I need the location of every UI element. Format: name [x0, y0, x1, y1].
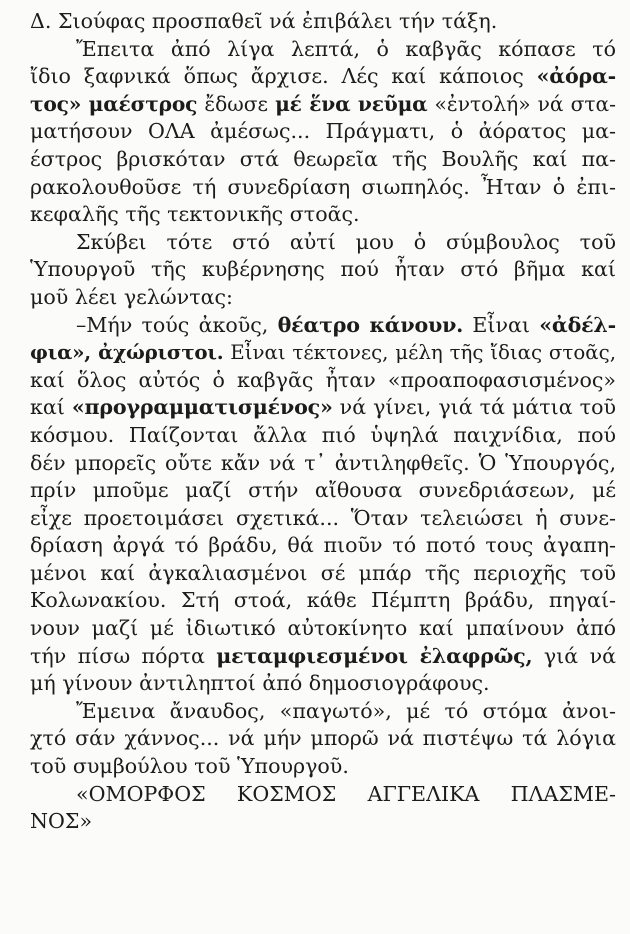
- text-line: [30, 532, 616, 560]
- text-segment: νουν μαζί μέ ἰδιωτικό αὐτοκίνητο καί μπαίνουν ἀπό: [30, 616, 616, 641]
- text-segment: μένοι καί ἀγκαλιασμένοι σέ μπάρ τῆς περιοχῆς τοῦ: [30, 560, 616, 585]
- text-segment: «ἐντολή» νά στα-: [427, 91, 616, 116]
- text-segment: ρακολουθοῦσε τή συνεδρίαση σιωπηλός. Ἦταν ὁ ἐπι-: [30, 174, 616, 199]
- bold-text-segment: τος» μαέστρος: [30, 91, 198, 116]
- bold-text-segment: μεταμφιεσμένοι ἐλαφρῶς,: [216, 643, 533, 668]
- text-segment: χτό σάν χάννος... νά μήν μπορῶ νά πιστέψω τά λόγια: [30, 726, 616, 751]
- text-line: [30, 477, 616, 505]
- text-line: [30, 36, 616, 64]
- text-segment: ἔδωσε: [197, 91, 276, 116]
- text-line: [30, 781, 616, 809]
- text-segment: δέν μπορεῖς οὔτε κἄν νά τ᾽ ἀντιληφθεῖς. Ὁ Ὑπουργός,: [30, 450, 616, 475]
- text-segment: Δ. Σιούφας προσπαθεῖ νά ἐπιβάλει τήν τάξη.: [30, 9, 498, 33]
- text-line: [30, 229, 616, 257]
- text-line: [30, 91, 616, 119]
- text-segment: ΝΟΣ»: [30, 809, 93, 834]
- text-segment: κεφαλῆς τῆς τεκτονικῆς στοᾶς.: [30, 202, 360, 227]
- text-segment: μή γίνουν ἀντιληπτοί ἀπό δημοσιογράφους.: [30, 671, 490, 696]
- text-line: [30, 394, 616, 422]
- text-line: [30, 146, 616, 174]
- body-text: [30, 8, 616, 836]
- text-segment: καί ὅλος αὐτός ὁ καβγᾶς ἦταν «προαποφασισμένος»: [30, 367, 616, 392]
- text-segment: καί: [30, 395, 72, 420]
- bold-text-segment: «προγραμματισμένος»: [71, 395, 333, 420]
- text-segment: κόσμου. Παίζονται ἄλλα πιό ὑψηλά παιχνίδια, πού: [30, 422, 616, 447]
- text-segment: «ΟΜΟΡΦΟΣ ΚΟΣΜΟΣ ΑΓΓΕΛΙΚΑ ΠΛΑΣΜΕ-: [76, 781, 616, 806]
- bold-text-segment: φια», ἀχώριστοι.: [30, 340, 224, 365]
- text-segment: δρίαση ἀργά τό βράδυ, θά πιοῦν τό ποτό τους ἀγαπη-: [30, 533, 616, 558]
- text-line: [30, 256, 616, 284]
- text-segment: ἴδιο ξαφνικά ὅπως ἄρχισε. Λές καί κάποιος: [30, 64, 537, 89]
- text-segment: Κολωνακίου. Στή στοά, κάθε Πέμπτη βράδυ, πηγαί-: [30, 588, 616, 613]
- bold-text-segment: μέ ἕνα νεῦμα: [275, 91, 428, 116]
- bold-text-segment: θέατρο κάνουν.: [277, 312, 464, 337]
- text-line: [30, 118, 616, 146]
- text-line: [30, 560, 616, 588]
- text-segment: –Μήν τούς ἀκοῦς,: [76, 312, 278, 337]
- text-line: [30, 643, 616, 671]
- text-line: [30, 450, 616, 478]
- text-line: [30, 615, 616, 643]
- text-segment: Ἔμεινα ἄναυδος, «παγωτό», μέ τό στόμα ἀνοι-: [76, 698, 616, 723]
- text-line: [30, 367, 616, 395]
- text-line: [30, 698, 616, 726]
- text-segment: Εἶναι: [463, 312, 540, 337]
- text-line: [30, 8, 616, 36]
- text-line: [30, 312, 616, 340]
- text-line: [30, 63, 616, 91]
- text-line: [30, 422, 616, 450]
- text-segment: Εἶναι τέκτονες, μέλη τῆς ἴδιας στοᾶς,: [223, 341, 616, 365]
- bold-text-segment: «ἀδέλ-: [539, 312, 617, 337]
- text-segment: εἶχε προετοιμάσει σχετικά... Ὅταν τελειώσει ἡ συνε-: [30, 505, 616, 530]
- text-segment: τήν πίσω πόρτα: [30, 643, 217, 668]
- text-segment: Σκύβει τότε στό αὐτί μου ὁ σύμβουλος τοῦ: [76, 229, 616, 254]
- bold-text-segment: «ἀόρα-: [536, 64, 616, 89]
- text-segment: νά γίνει, γιά τά μάτια τοῦ: [332, 395, 616, 420]
- text-line: [30, 725, 616, 753]
- text-segment: μοῦ λέει γελώντας:: [30, 284, 233, 309]
- text-segment: γιά νά: [532, 643, 616, 668]
- text-segment: πρίν μποῦμε μαζί στήν αἴθουσα συνεδριάσεων, μέ: [30, 478, 616, 503]
- text-segment: τοῦ συμβούλου τοῦ Ὑπουργοῦ.: [30, 754, 349, 779]
- text-line: [30, 753, 616, 781]
- text-segment: ματήσουν ΟΛΑ ἀμέσως... Πράγματι, ὁ ἀόρατος μα-: [30, 119, 616, 144]
- text-segment: έστρος βρισκόταν στά θεωρεῖα τῆς Βουλῆς καί πα-: [30, 146, 616, 171]
- text-line: [30, 174, 616, 202]
- text-line: [30, 808, 616, 836]
- text-line: [30, 587, 616, 615]
- text-line: [30, 505, 616, 533]
- text-line: [30, 201, 616, 229]
- text-segment: Ἔπειτα ἀπό λίγα λεπτά, ὁ καβγᾶς κόπασε τό: [76, 36, 616, 61]
- text-segment: Ὑπουργοῦ τῆς κυβέρνησης πού ἦταν στό βῆμα καί: [30, 257, 616, 282]
- text-line: [30, 284, 616, 312]
- text-line: [30, 670, 616, 698]
- text-line: [30, 339, 616, 367]
